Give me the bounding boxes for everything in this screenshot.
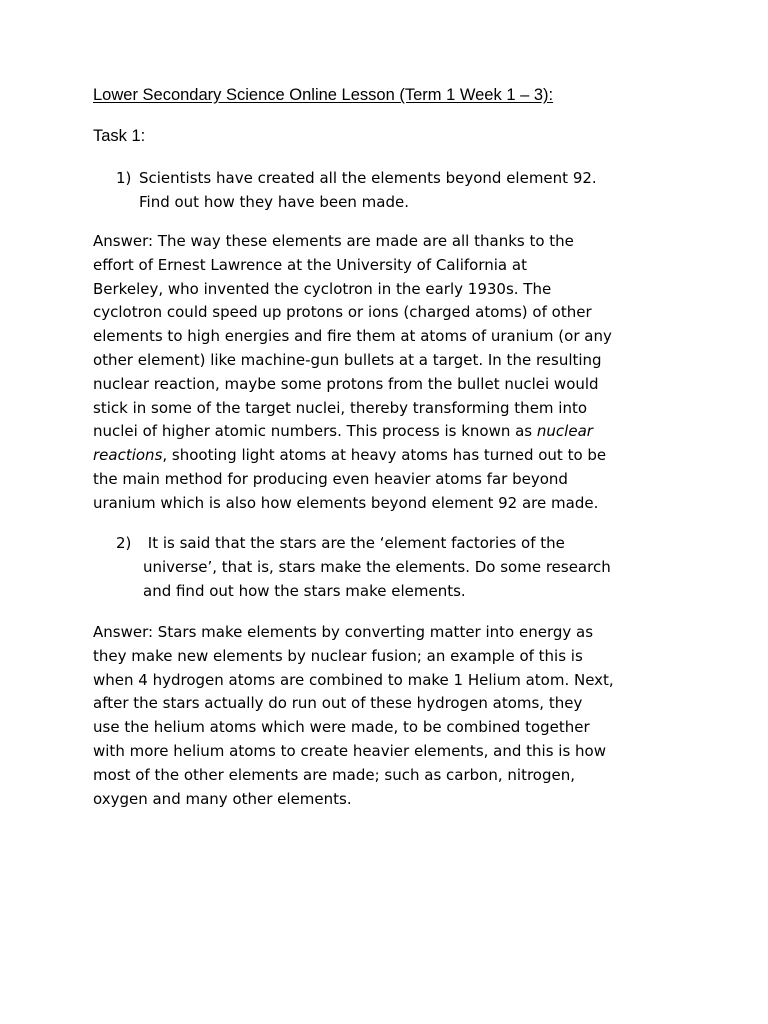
answer-line: elements to high energies and fire them at atoms of uranium (or any bbox=[93, 327, 612, 346]
answer-line: oxygen and many other elements. bbox=[93, 789, 352, 808]
question-line: universe’, that is, stars make the elements. Do some research bbox=[143, 557, 611, 576]
question-1 bbox=[116, 167, 597, 215]
question-text bbox=[143, 532, 611, 603]
question-text bbox=[139, 167, 597, 215]
answer-line-segment: , shooting light atoms at heavy atoms has turned out to be bbox=[162, 446, 607, 465]
answer-line: use the helium atoms which were made, to be combined together bbox=[93, 718, 590, 737]
answer-line: the main method for producing even heavier atoms far beyond bbox=[93, 469, 568, 488]
answer-line: nuclear reaction, maybe some protons from the bullet nuclei would bbox=[93, 374, 599, 393]
question-number: 2) bbox=[116, 534, 132, 552]
answer-line: when 4 hydrogen atoms are combined to make 1 Helium atom. Next, bbox=[93, 670, 614, 689]
answer-line: stick in some of the target nuclei, thereby transforming them into bbox=[93, 398, 588, 417]
answer-line: Answer: Stars make elements by converting matter into energy as bbox=[93, 623, 594, 641]
question-line: and find out how the stars make elements. bbox=[143, 581, 466, 600]
answer-1 bbox=[93, 230, 713, 516]
question-line: It is said that the stars are the ‘element factories of the bbox=[143, 534, 565, 552]
italic-term: nuclear bbox=[536, 422, 593, 441]
task-label: Task 1: bbox=[93, 127, 146, 145]
answer-2 bbox=[93, 621, 713, 811]
question-number: 1) bbox=[116, 169, 132, 187]
lesson-title: Lower Secondary Science Online Lesson (Term 1 Week 1 – 3): bbox=[93, 86, 554, 104]
answer-line: uranium which is also how elements beyond element 92 are made. bbox=[93, 493, 599, 512]
answer-line: they make new elements by nuclear fusion; an example of this is bbox=[93, 646, 583, 665]
answer-line-segment: nuclei of higher atomic numbers. This process is known as bbox=[93, 422, 537, 441]
answer-line: other element) like machine-gun bullets at a target. In the resulting bbox=[93, 350, 602, 369]
question-line: Find out how they have been made. bbox=[139, 192, 409, 211]
question-line: Scientists have created all the elements beyond element 92. bbox=[139, 169, 597, 187]
answer-line: most of the other elements are made; such as carbon, nitrogen, bbox=[93, 765, 575, 784]
answer-line: effort of Ernest Lawrence at the University of California at bbox=[93, 255, 527, 274]
answer-line: with more helium atoms to create heavier elements, and this is how bbox=[93, 741, 606, 760]
answer-line: Berkeley, who invented the cyclotron in the early 1930s. The bbox=[93, 279, 552, 298]
answer-line: after the stars actually do run out of these hydrogen atoms, they bbox=[93, 694, 583, 713]
answer-line: Answer: The way these elements are made are all thanks to the bbox=[93, 232, 574, 250]
answer-line: cyclotron could speed up protons or ions (charged atoms) of other bbox=[93, 303, 592, 322]
italic-term: reactions bbox=[93, 446, 163, 465]
question-2 bbox=[116, 532, 611, 603]
